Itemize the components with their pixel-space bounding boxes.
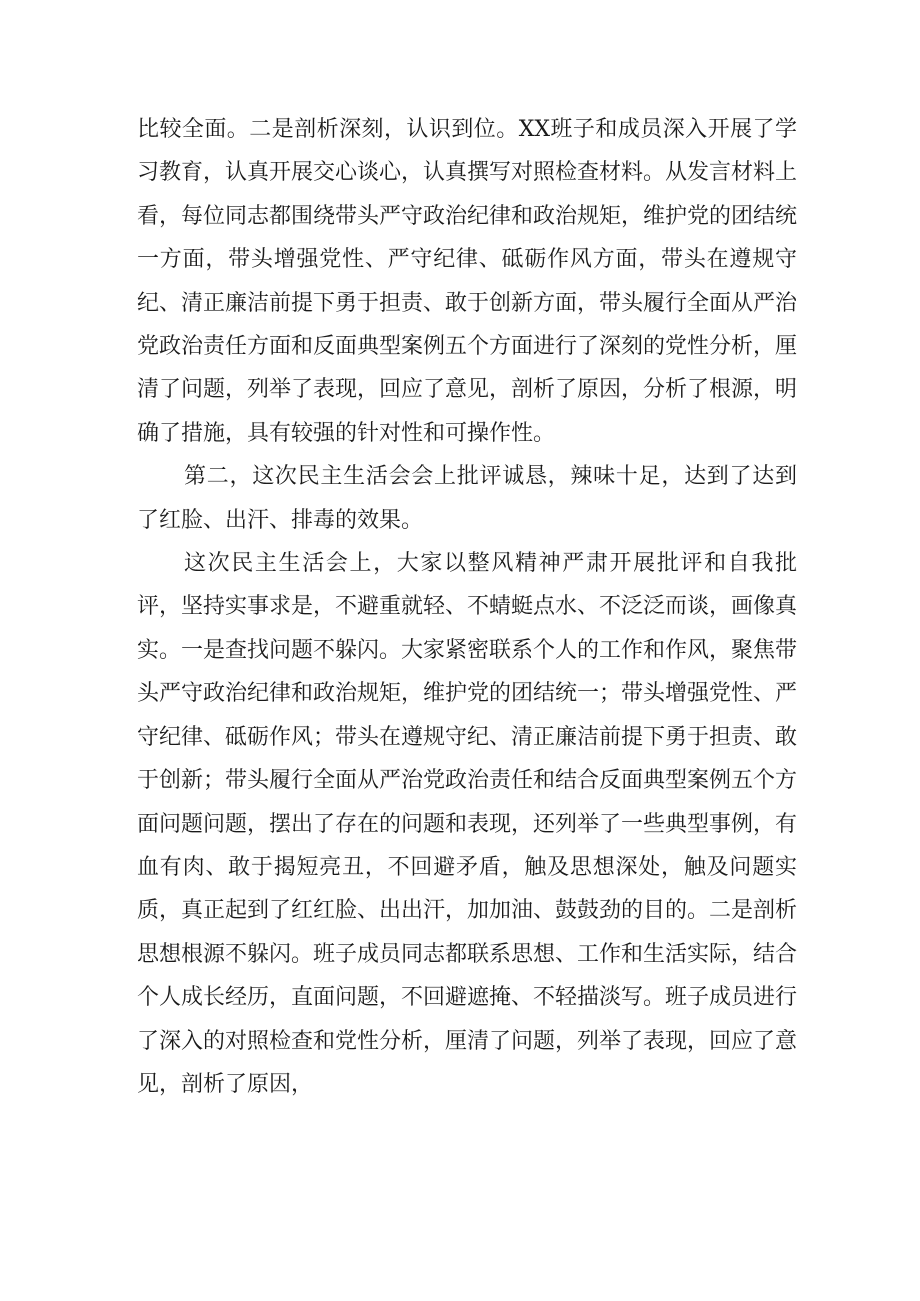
paragraph-3: 这次民主生活会上，大家以整风精神严肃开展批评和自我批评，坚持实事求是，不避重就轻、不蜻蜓点水、不泛泛而谈，画像真实。一是查找问题不躲闪。大家紧密联系个人的工作和作风，聚焦带头严守政治纪律和政治规矩，维护党的团结统一；带头增强党性、严守纪律、砥砺作风；带头在遵规守纪、清正廉洁前提下勇于担责、敢于创新；带头履行全面从严治党政治责任和结合反面典型案例五个方面问题问题，摆出了存在的问题和表现，还列举了一些典型事例，有血有肉、敢于揭短亮丑，不回避矛盾，触及思想深处，触及问题实质，真正起到了红红脸、出出汗，加加油、鼓鼓劲的目的。二是剖析思想根源不躲闪。班子成员同志都联系思想、工作和生活实际，结合个人成长经历，直面问题，不回避遮掩、不轻描淡写。班子成员进行了深入的对照检查和党性分析，厘清了问题，列举了表现，回应了意见，剖析了原因， — [137, 551, 798, 1097]
paragraph-1: 比较全面。二是剖析深刻，认识到位。XX班子和成员深入开展了学习教育，认真开展交心谈心，认真撰写对照检查材料。从发言材料上看，每位同志都围绕带头严守政治纪律和政治规矩，维护党的团结统一方面，带头增强党性、严守纪律、砥砺作风方面，带头在遵规守纪、清正廉洁前提下勇于担责、敢于创新方面，带头履行全面从严治党政治责任方面和反面典型案例五个方面进行了深刻的党性分析，厘清了问题，列举了表现，回应了意见，剖析了原因，分析了根源，明确了措施，具有较强的针对性和可操作性。 — [137, 117, 798, 446]
document-body — [137, 108, 797, 1106]
paragraph-2: 第二，这次民主生活会会上批评诚恳，辣味十足，达到了达到了红脸、出汗、排毒的效果。 — [137, 464, 797, 533]
